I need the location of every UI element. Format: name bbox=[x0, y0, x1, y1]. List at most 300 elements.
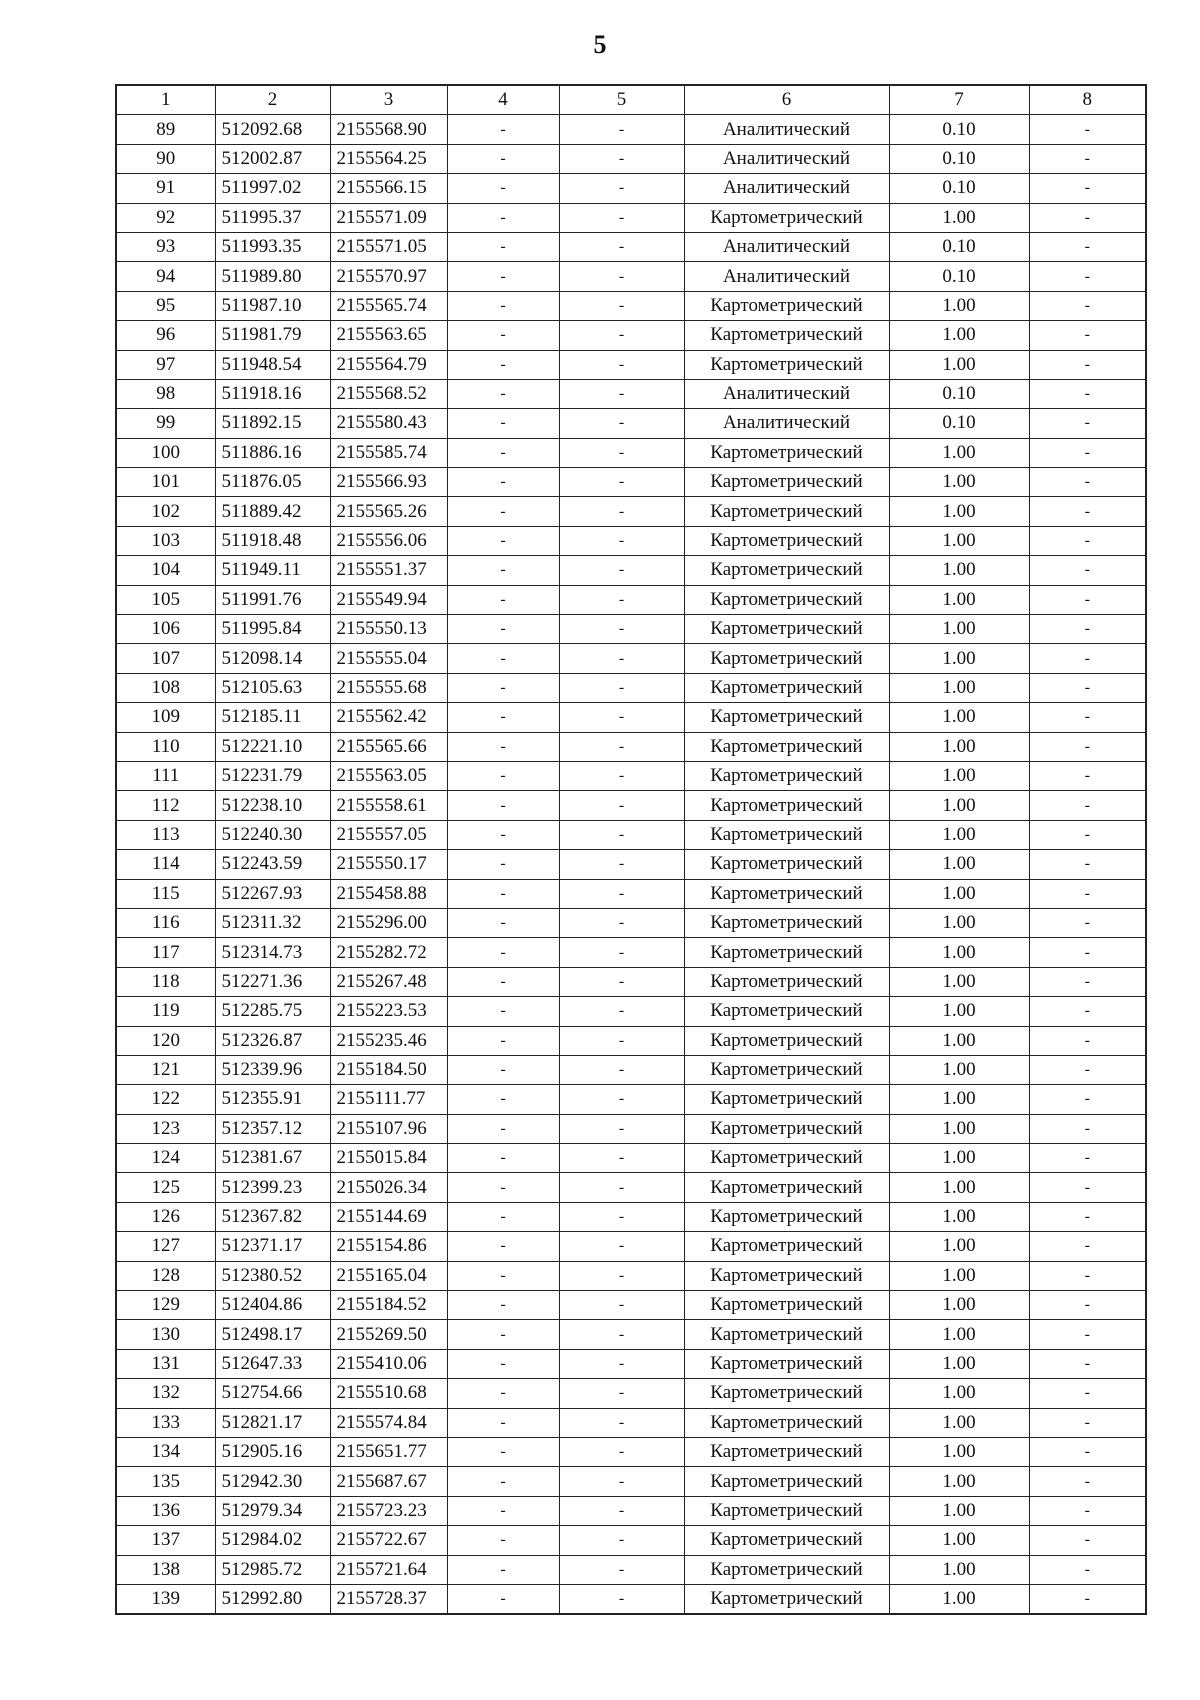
x-coordinate-cell: 512092.68 bbox=[215, 115, 330, 144]
accuracy-cell: 1.00 bbox=[889, 850, 1029, 879]
y-coordinate-cell: 2155269.50 bbox=[330, 1320, 447, 1349]
accuracy-cell: 1.00 bbox=[889, 1026, 1029, 1055]
table-row bbox=[116, 350, 1146, 379]
point-number-cell: 112 bbox=[116, 791, 215, 820]
method-cell: Картометрический bbox=[684, 468, 889, 497]
x-coordinate-cell: 512311.32 bbox=[215, 908, 330, 937]
method-cell: Картометрический bbox=[684, 203, 889, 232]
table-row bbox=[116, 938, 1146, 967]
col8-cell: - bbox=[1029, 1496, 1146, 1525]
accuracy-cell: 1.00 bbox=[889, 1379, 1029, 1408]
x-coordinate-cell: 512240.30 bbox=[215, 820, 330, 849]
x-coordinate-cell: 511995.84 bbox=[215, 615, 330, 644]
x-coordinate-cell: 512243.59 bbox=[215, 850, 330, 879]
point-number-cell: 122 bbox=[116, 1085, 215, 1114]
col8-cell: - bbox=[1029, 1173, 1146, 1202]
col5-cell: - bbox=[559, 350, 684, 379]
table-row bbox=[116, 291, 1146, 320]
col4-cell: - bbox=[447, 1173, 559, 1202]
col4-cell: - bbox=[447, 174, 559, 203]
method-cell: Картометрический bbox=[684, 1114, 889, 1143]
x-coordinate-cell: 511981.79 bbox=[215, 321, 330, 350]
method-cell: Картометрический bbox=[684, 1055, 889, 1084]
point-number-cell: 111 bbox=[116, 761, 215, 790]
method-cell: Картометрический bbox=[684, 526, 889, 555]
point-number-cell: 93 bbox=[116, 232, 215, 261]
col5-cell: - bbox=[559, 615, 684, 644]
y-coordinate-cell: 2155568.52 bbox=[330, 379, 447, 408]
point-number-cell: 114 bbox=[116, 850, 215, 879]
col4-cell: - bbox=[447, 850, 559, 879]
point-number-cell: 119 bbox=[116, 997, 215, 1026]
y-coordinate-cell: 2155549.94 bbox=[330, 585, 447, 614]
point-number-cell: 98 bbox=[116, 379, 215, 408]
col5-cell: - bbox=[559, 526, 684, 555]
col8-cell: - bbox=[1029, 791, 1146, 820]
method-cell: Картометрический bbox=[684, 703, 889, 732]
point-number-cell: 121 bbox=[116, 1055, 215, 1084]
y-coordinate-cell: 2155687.67 bbox=[330, 1467, 447, 1496]
col4-cell: - bbox=[447, 1437, 559, 1466]
y-coordinate-cell: 2155564.25 bbox=[330, 144, 447, 173]
col4-cell: - bbox=[447, 1526, 559, 1555]
method-cell: Картометрический bbox=[684, 820, 889, 849]
accuracy-cell: 1.00 bbox=[889, 1232, 1029, 1261]
col4-cell: - bbox=[447, 144, 559, 173]
x-coordinate-cell: 511948.54 bbox=[215, 350, 330, 379]
accuracy-cell: 1.00 bbox=[889, 673, 1029, 702]
table-row bbox=[116, 615, 1146, 644]
col8-cell: - bbox=[1029, 526, 1146, 555]
y-coordinate-cell: 2155510.68 bbox=[330, 1379, 447, 1408]
y-coordinate-cell: 2155728.37 bbox=[330, 1584, 447, 1614]
table-row bbox=[116, 174, 1146, 203]
point-number-cell: 94 bbox=[116, 262, 215, 291]
method-cell: Картометрический bbox=[684, 1408, 889, 1437]
col4-cell: - bbox=[447, 379, 559, 408]
accuracy-cell: 0.10 bbox=[889, 409, 1029, 438]
col4-cell: - bbox=[447, 1202, 559, 1231]
y-coordinate-cell: 2155267.48 bbox=[330, 967, 447, 996]
method-cell: Картометрический bbox=[684, 1526, 889, 1555]
col5-cell: - bbox=[559, 908, 684, 937]
col5-cell: - bbox=[559, 203, 684, 232]
col4-cell: - bbox=[447, 820, 559, 849]
col8-cell: - bbox=[1029, 820, 1146, 849]
column-header: 6 bbox=[684, 85, 889, 115]
col4-cell: - bbox=[447, 673, 559, 702]
method-cell: Картометрический bbox=[684, 791, 889, 820]
y-coordinate-cell: 2155235.46 bbox=[330, 1026, 447, 1055]
col5-cell: - bbox=[559, 262, 684, 291]
x-coordinate-cell: 511949.11 bbox=[215, 556, 330, 585]
accuracy-cell: 0.10 bbox=[889, 174, 1029, 203]
method-cell: Аналитический bbox=[684, 174, 889, 203]
column-header: 1 bbox=[116, 85, 215, 115]
table-row bbox=[116, 1555, 1146, 1584]
table-row bbox=[116, 967, 1146, 996]
x-coordinate-cell: 511989.80 bbox=[215, 262, 330, 291]
y-coordinate-cell: 2155565.66 bbox=[330, 732, 447, 761]
x-coordinate-cell: 512355.91 bbox=[215, 1085, 330, 1114]
table-row bbox=[116, 908, 1146, 937]
col8-cell: - bbox=[1029, 1379, 1146, 1408]
table-row bbox=[116, 997, 1146, 1026]
col5-cell: - bbox=[559, 144, 684, 173]
point-number-cell: 124 bbox=[116, 1144, 215, 1173]
col5-cell: - bbox=[559, 644, 684, 673]
table-row bbox=[116, 1026, 1146, 1055]
x-coordinate-cell: 512326.87 bbox=[215, 1026, 330, 1055]
table-row bbox=[116, 144, 1146, 173]
col5-cell: - bbox=[559, 1349, 684, 1378]
column-header: 4 bbox=[447, 85, 559, 115]
x-coordinate-cell: 512404.86 bbox=[215, 1291, 330, 1320]
table-row bbox=[116, 203, 1146, 232]
accuracy-cell: 1.00 bbox=[889, 1437, 1029, 1466]
point-number-cell: 127 bbox=[116, 1232, 215, 1261]
point-number-cell: 118 bbox=[116, 967, 215, 996]
col5-cell: - bbox=[559, 1232, 684, 1261]
col5-cell: - bbox=[559, 761, 684, 790]
col4-cell: - bbox=[447, 438, 559, 467]
accuracy-cell: 1.00 bbox=[889, 1584, 1029, 1614]
method-cell: Картометрический bbox=[684, 1173, 889, 1202]
accuracy-cell: 1.00 bbox=[889, 585, 1029, 614]
col4-cell: - bbox=[447, 1408, 559, 1437]
col5-cell: - bbox=[559, 1526, 684, 1555]
col8-cell: - bbox=[1029, 1584, 1146, 1614]
col8-cell: - bbox=[1029, 1349, 1146, 1378]
x-coordinate-cell: 512647.33 bbox=[215, 1349, 330, 1378]
point-number-cell: 131 bbox=[116, 1349, 215, 1378]
col5-cell: - bbox=[559, 1584, 684, 1614]
col8-cell: - bbox=[1029, 379, 1146, 408]
x-coordinate-cell: 512985.72 bbox=[215, 1555, 330, 1584]
col8-cell: - bbox=[1029, 1026, 1146, 1055]
point-number-cell: 95 bbox=[116, 291, 215, 320]
col8-cell: - bbox=[1029, 174, 1146, 203]
point-number-cell: 106 bbox=[116, 615, 215, 644]
accuracy-cell: 1.00 bbox=[889, 497, 1029, 526]
col8-cell: - bbox=[1029, 1320, 1146, 1349]
col5-cell: - bbox=[559, 174, 684, 203]
table-row bbox=[116, 1085, 1146, 1114]
method-cell: Аналитический bbox=[684, 115, 889, 144]
y-coordinate-cell: 2155410.06 bbox=[330, 1349, 447, 1378]
table-row bbox=[116, 1379, 1146, 1408]
accuracy-cell: 1.00 bbox=[889, 1467, 1029, 1496]
col4-cell: - bbox=[447, 1261, 559, 1290]
x-coordinate-cell: 511918.16 bbox=[215, 379, 330, 408]
method-cell: Картометрический bbox=[684, 761, 889, 790]
col4-cell: - bbox=[447, 203, 559, 232]
col4-cell: - bbox=[447, 1379, 559, 1408]
table-row bbox=[116, 1467, 1146, 1496]
method-cell: Картометрический bbox=[684, 438, 889, 467]
table-row bbox=[116, 703, 1146, 732]
col5-cell: - bbox=[559, 732, 684, 761]
col4-cell: - bbox=[447, 1496, 559, 1525]
y-coordinate-cell: 2155550.13 bbox=[330, 615, 447, 644]
method-cell: Картометрический bbox=[684, 644, 889, 673]
y-coordinate-cell: 2155184.50 bbox=[330, 1055, 447, 1084]
accuracy-cell: 1.00 bbox=[889, 350, 1029, 379]
method-cell: Аналитический bbox=[684, 262, 889, 291]
y-coordinate-cell: 2155565.26 bbox=[330, 497, 447, 526]
point-number-cell: 101 bbox=[116, 468, 215, 497]
y-coordinate-cell: 2155568.90 bbox=[330, 115, 447, 144]
col8-cell: - bbox=[1029, 938, 1146, 967]
point-number-cell: 138 bbox=[116, 1555, 215, 1584]
method-cell: Картометрический bbox=[684, 1584, 889, 1614]
method-cell: Картометрический bbox=[684, 938, 889, 967]
col5-cell: - bbox=[559, 1114, 684, 1143]
col8-cell: - bbox=[1029, 1467, 1146, 1496]
table-row bbox=[116, 850, 1146, 879]
col8-cell: - bbox=[1029, 1055, 1146, 1084]
point-number-cell: 129 bbox=[116, 1291, 215, 1320]
col4-cell: - bbox=[447, 703, 559, 732]
y-coordinate-cell: 2155571.09 bbox=[330, 203, 447, 232]
y-coordinate-cell: 2155574.84 bbox=[330, 1408, 447, 1437]
x-coordinate-cell: 512905.16 bbox=[215, 1437, 330, 1466]
point-number-cell: 115 bbox=[116, 879, 215, 908]
y-coordinate-cell: 2155558.61 bbox=[330, 791, 447, 820]
col8-cell: - bbox=[1029, 291, 1146, 320]
y-coordinate-cell: 2155154.86 bbox=[330, 1232, 447, 1261]
col4-cell: - bbox=[447, 556, 559, 585]
col5-cell: - bbox=[559, 703, 684, 732]
y-coordinate-cell: 2155565.74 bbox=[330, 291, 447, 320]
table-row bbox=[116, 879, 1146, 908]
col4-cell: - bbox=[447, 350, 559, 379]
accuracy-cell: 1.00 bbox=[889, 291, 1029, 320]
accuracy-cell: 1.00 bbox=[889, 820, 1029, 849]
accuracy-cell: 0.10 bbox=[889, 144, 1029, 173]
accuracy-cell: 1.00 bbox=[889, 1320, 1029, 1349]
table-row bbox=[116, 1055, 1146, 1084]
col4-cell: - bbox=[447, 1349, 559, 1378]
page-number: 5 bbox=[593, 30, 607, 59]
point-number-cell: 105 bbox=[116, 585, 215, 614]
method-cell: Картометрический bbox=[684, 732, 889, 761]
point-number-cell: 132 bbox=[116, 1379, 215, 1408]
x-coordinate-cell: 512098.14 bbox=[215, 644, 330, 673]
x-coordinate-cell: 511993.35 bbox=[215, 232, 330, 261]
point-number-cell: 108 bbox=[116, 673, 215, 702]
y-coordinate-cell: 2155563.65 bbox=[330, 321, 447, 350]
table-row bbox=[116, 556, 1146, 585]
col8-cell: - bbox=[1029, 673, 1146, 702]
accuracy-cell: 1.00 bbox=[889, 1173, 1029, 1202]
point-number-cell: 128 bbox=[116, 1261, 215, 1290]
method-cell: Картометрический bbox=[684, 1320, 889, 1349]
method-cell: Картометрический bbox=[684, 1261, 889, 1290]
table-row bbox=[116, 115, 1146, 144]
col4-cell: - bbox=[447, 1291, 559, 1320]
column-header: 3 bbox=[330, 85, 447, 115]
y-coordinate-cell: 2155550.17 bbox=[330, 850, 447, 879]
table-body bbox=[116, 85, 1146, 1614]
col5-cell: - bbox=[559, 1555, 684, 1584]
y-coordinate-cell: 2155557.05 bbox=[330, 820, 447, 849]
col4-cell: - bbox=[447, 262, 559, 291]
accuracy-cell: 1.00 bbox=[889, 644, 1029, 673]
table-row bbox=[116, 820, 1146, 849]
col8-cell: - bbox=[1029, 203, 1146, 232]
accuracy-cell: 1.00 bbox=[889, 321, 1029, 350]
x-coordinate-cell: 512371.17 bbox=[215, 1232, 330, 1261]
accuracy-cell: 1.00 bbox=[889, 1349, 1029, 1378]
x-coordinate-cell: 512381.67 bbox=[215, 1144, 330, 1173]
table-row bbox=[116, 1144, 1146, 1173]
column-header: 7 bbox=[889, 85, 1029, 115]
col5-cell: - bbox=[559, 232, 684, 261]
point-number-cell: 110 bbox=[116, 732, 215, 761]
col5-cell: - bbox=[559, 967, 684, 996]
x-coordinate-cell: 512367.82 bbox=[215, 1202, 330, 1231]
table-row bbox=[116, 1114, 1146, 1143]
y-coordinate-cell: 2155566.15 bbox=[330, 174, 447, 203]
accuracy-cell: 1.00 bbox=[889, 1144, 1029, 1173]
col8-cell: - bbox=[1029, 144, 1146, 173]
method-cell: Картометрический bbox=[684, 291, 889, 320]
col4-cell: - bbox=[447, 967, 559, 996]
x-coordinate-cell: 511991.76 bbox=[215, 585, 330, 614]
col5-cell: - bbox=[559, 1085, 684, 1114]
col8-cell: - bbox=[1029, 1526, 1146, 1555]
accuracy-cell: 0.10 bbox=[889, 115, 1029, 144]
col8-cell: - bbox=[1029, 644, 1146, 673]
col4-cell: - bbox=[447, 879, 559, 908]
table-row bbox=[116, 1291, 1146, 1320]
y-coordinate-cell: 2155571.05 bbox=[330, 232, 447, 261]
col4-cell: - bbox=[447, 791, 559, 820]
col8-cell: - bbox=[1029, 1555, 1146, 1584]
point-number-cell: 109 bbox=[116, 703, 215, 732]
x-coordinate-cell: 512339.96 bbox=[215, 1055, 330, 1084]
col8-cell: - bbox=[1029, 1202, 1146, 1231]
table-row bbox=[116, 497, 1146, 526]
point-number-cell: 135 bbox=[116, 1467, 215, 1496]
col5-cell: - bbox=[559, 1055, 684, 1084]
col5-cell: - bbox=[559, 673, 684, 702]
col8-cell: - bbox=[1029, 1085, 1146, 1114]
table-row bbox=[116, 379, 1146, 408]
accuracy-cell: 1.00 bbox=[889, 1085, 1029, 1114]
x-coordinate-cell: 512821.17 bbox=[215, 1408, 330, 1437]
y-coordinate-cell: 2155555.68 bbox=[330, 673, 447, 702]
point-number-cell: 116 bbox=[116, 908, 215, 937]
accuracy-cell: 1.00 bbox=[889, 1291, 1029, 1320]
col8-cell: - bbox=[1029, 1437, 1146, 1466]
col4-cell: - bbox=[447, 1026, 559, 1055]
x-coordinate-cell: 512498.17 bbox=[215, 1320, 330, 1349]
method-cell: Картометрический bbox=[684, 1144, 889, 1173]
col4-cell: - bbox=[447, 1085, 559, 1114]
col8-cell: - bbox=[1029, 321, 1146, 350]
method-cell: Картометрический bbox=[684, 997, 889, 1026]
column-header: 2 bbox=[215, 85, 330, 115]
table-row bbox=[116, 732, 1146, 761]
col8-cell: - bbox=[1029, 232, 1146, 261]
y-coordinate-cell: 2155026.34 bbox=[330, 1173, 447, 1202]
col5-cell: - bbox=[559, 879, 684, 908]
accuracy-cell: 1.00 bbox=[889, 1555, 1029, 1584]
accuracy-cell: 1.00 bbox=[889, 791, 1029, 820]
accuracy-cell: 1.00 bbox=[889, 468, 1029, 497]
col8-cell: - bbox=[1029, 585, 1146, 614]
y-coordinate-cell: 2155562.42 bbox=[330, 703, 447, 732]
x-coordinate-cell: 511918.48 bbox=[215, 526, 330, 555]
y-coordinate-cell: 2155722.67 bbox=[330, 1526, 447, 1555]
x-coordinate-cell: 512357.12 bbox=[215, 1114, 330, 1143]
accuracy-cell: 1.00 bbox=[889, 761, 1029, 790]
col5-cell: - bbox=[559, 291, 684, 320]
col8-cell: - bbox=[1029, 615, 1146, 644]
col8-cell: - bbox=[1029, 997, 1146, 1026]
method-cell: Картометрический bbox=[684, 673, 889, 702]
col8-cell: - bbox=[1029, 1114, 1146, 1143]
y-coordinate-cell: 2155564.79 bbox=[330, 350, 447, 379]
table-row bbox=[116, 1408, 1146, 1437]
col5-cell: - bbox=[559, 791, 684, 820]
method-cell: Аналитический bbox=[684, 379, 889, 408]
x-coordinate-cell: 511886.16 bbox=[215, 438, 330, 467]
x-coordinate-cell: 512992.80 bbox=[215, 1584, 330, 1614]
col5-cell: - bbox=[559, 1261, 684, 1290]
col5-cell: - bbox=[559, 438, 684, 467]
x-coordinate-cell: 511987.10 bbox=[215, 291, 330, 320]
x-coordinate-cell: 511995.37 bbox=[215, 203, 330, 232]
y-coordinate-cell: 2155555.04 bbox=[330, 644, 447, 673]
y-coordinate-cell: 2155556.06 bbox=[330, 526, 447, 555]
col8-cell: - bbox=[1029, 556, 1146, 585]
accuracy-cell: 1.00 bbox=[889, 615, 1029, 644]
col4-cell: - bbox=[447, 291, 559, 320]
point-number-cell: 113 bbox=[116, 820, 215, 849]
accuracy-cell: 0.10 bbox=[889, 232, 1029, 261]
point-number-cell: 97 bbox=[116, 350, 215, 379]
method-cell: Аналитический bbox=[684, 409, 889, 438]
col8-cell: - bbox=[1029, 1291, 1146, 1320]
point-number-cell: 92 bbox=[116, 203, 215, 232]
point-number-cell: 103 bbox=[116, 526, 215, 555]
coordinates-table bbox=[115, 84, 1147, 1615]
x-coordinate-cell: 512267.93 bbox=[215, 879, 330, 908]
point-number-cell: 99 bbox=[116, 409, 215, 438]
col4-cell: - bbox=[447, 115, 559, 144]
col8-cell: - bbox=[1029, 967, 1146, 996]
accuracy-cell: 1.00 bbox=[889, 879, 1029, 908]
table-row bbox=[116, 321, 1146, 350]
col5-cell: - bbox=[559, 1467, 684, 1496]
col5-cell: - bbox=[559, 1437, 684, 1466]
method-cell: Картометрический bbox=[684, 615, 889, 644]
point-number-cell: 107 bbox=[116, 644, 215, 673]
method-cell: Картометрический bbox=[684, 556, 889, 585]
col8-cell: - bbox=[1029, 908, 1146, 937]
x-coordinate-cell: 512105.63 bbox=[215, 673, 330, 702]
col5-cell: - bbox=[559, 497, 684, 526]
y-coordinate-cell: 2155563.05 bbox=[330, 761, 447, 790]
col5-cell: - bbox=[559, 1026, 684, 1055]
col8-cell: - bbox=[1029, 732, 1146, 761]
point-number-cell: 139 bbox=[116, 1584, 215, 1614]
method-cell: Картометрический bbox=[684, 1349, 889, 1378]
method-cell: Картометрический bbox=[684, 1496, 889, 1525]
